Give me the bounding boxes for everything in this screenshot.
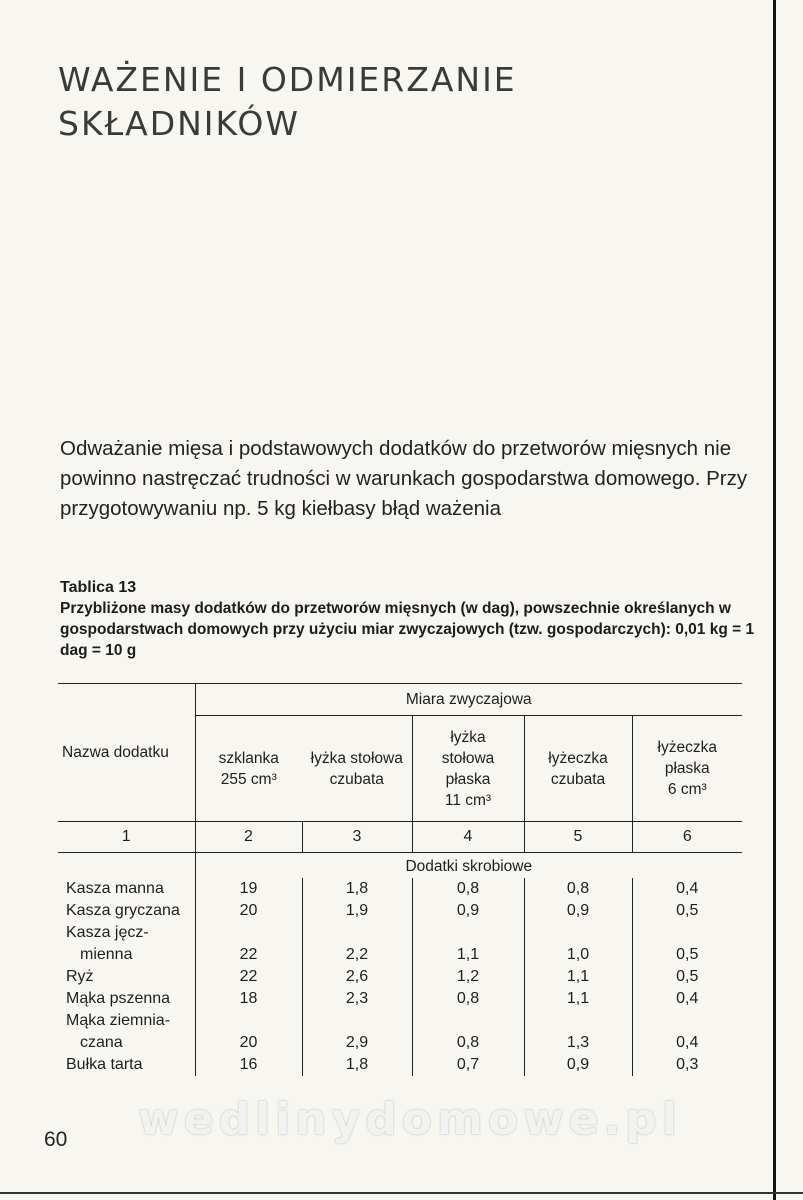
table-label: Tablica 13 <box>60 579 137 596</box>
table-row <box>58 900 742 922</box>
row-value: 0,4 <box>676 880 699 897</box>
row-value: 19 <box>195 878 302 900</box>
row-value <box>412 922 524 944</box>
row-value <box>302 922 412 944</box>
row-name: Kasza gryczana <box>58 900 195 922</box>
column-header-measure <box>412 716 524 822</box>
row-value: 2,2 <box>302 944 412 966</box>
header-line: czubata <box>329 770 384 788</box>
row-value <box>524 1010 632 1032</box>
row-value: 0,4 <box>676 1034 699 1051</box>
row-value <box>195 1010 302 1032</box>
row-value: 0,3 <box>676 1056 699 1073</box>
row-value: 2,9 <box>302 1032 412 1054</box>
chapter-title-line-1: WAŻENIE I ODMIERZANIE <box>58 60 517 99</box>
header-line: stołowa <box>441 749 495 767</box>
column-number: 5 <box>524 822 632 853</box>
intro-paragraph: Odważanie mięsa i podstawowych dodatków do przetworów mięsnych nie powinno nastręczać trudności w warunkach gospodarstwa domowego. Przy przygotowywaniu np. 5 kg kiełbasy błąd ważenia <box>60 437 748 520</box>
row-name: Mąka ziemnia- <box>58 1010 195 1032</box>
row-name: Ryż <box>58 966 195 988</box>
row-value: 0,5 <box>676 902 699 919</box>
section-row <box>58 853 742 879</box>
table-caption <box>60 578 760 661</box>
column-header-measure <box>302 716 412 822</box>
table-row <box>58 944 742 966</box>
row-value: 0,9 <box>412 900 524 922</box>
row-value: 22 <box>195 944 302 966</box>
column-number-row <box>58 822 742 853</box>
column-number: 4 <box>412 822 524 853</box>
header-line: łyżka <box>450 728 486 746</box>
row-value: 2,3 <box>302 988 412 1010</box>
page-edge-rule <box>773 0 776 1200</box>
header-line: 255 cm³ <box>220 770 277 788</box>
table-row <box>58 966 742 988</box>
row-value: 0,8 <box>412 878 524 900</box>
row-value <box>632 922 742 944</box>
page-number: 60 <box>44 1128 68 1151</box>
row-value: 0,4 <box>676 990 699 1007</box>
row-value: 18 <box>195 988 302 1010</box>
table-row <box>58 1032 742 1054</box>
row-value: 1,0 <box>524 944 632 966</box>
row-name: czana <box>58 1032 195 1054</box>
row-value: 0,7 <box>412 1054 524 1076</box>
row-value: 20 <box>195 1032 302 1054</box>
row-name: Kasza manna <box>58 878 195 900</box>
column-header-name: Nazwa dodatku <box>58 684 195 822</box>
row-value: 1,1 <box>412 944 524 966</box>
table-body <box>58 878 742 1076</box>
header-line: szklanka <box>218 749 279 767</box>
row-name: Mąka pszenna <box>58 988 195 1010</box>
table-row <box>58 878 742 900</box>
row-value <box>632 1010 742 1032</box>
header-line: czubata <box>550 770 606 788</box>
row-value <box>195 922 302 944</box>
row-value <box>412 1010 524 1032</box>
row-value: 0,8 <box>412 1032 524 1054</box>
table-caption-text: Przybliżone masy dodatków do przetworów mięsnych (w dag), powszechnie określanych w gospodarstwach domowych przy użyciu miar zwyczajowych (tzw. gospodarczych): 0,01 kg = 1 dag = 10 g <box>60 600 755 659</box>
row-value: 1,9 <box>302 900 412 922</box>
column-number: 6 <box>632 822 742 853</box>
row-value: 22 <box>195 966 302 988</box>
row-value: 1,1 <box>524 988 632 1010</box>
row-value: 1,2 <box>412 966 524 988</box>
row-value: 1,3 <box>524 1032 632 1054</box>
row-value: 0,8 <box>524 878 632 900</box>
section-heading: Dodatki skrobiowe <box>405 858 533 875</box>
column-number: 2 <box>195 822 302 853</box>
bottom-edge-rule <box>0 1192 803 1194</box>
header-line: 6 cm³ <box>667 781 707 798</box>
row-value: 0,8 <box>412 988 524 1010</box>
row-name: Kasza jęcz- <box>58 922 195 944</box>
row-value: 0,9 <box>524 900 632 922</box>
row-value: 1,8 <box>302 1054 412 1076</box>
column-header-measure <box>524 716 632 822</box>
header-line: łyżka stołowa <box>310 749 403 767</box>
row-value: 1,1 <box>524 966 632 988</box>
row-name: mienna <box>58 944 195 966</box>
table-row <box>58 988 742 1010</box>
row-value: 0,5 <box>676 968 699 985</box>
column-header-measure <box>632 716 742 822</box>
header-line: 11 cm³ <box>444 791 492 809</box>
header-line: płaska <box>664 760 710 777</box>
table-row <box>58 922 742 944</box>
header-line: łyżeczka <box>548 749 608 767</box>
row-value <box>524 922 632 944</box>
measures-table <box>58 683 742 1076</box>
row-value: 2,6 <box>302 966 412 988</box>
table-row <box>58 1054 742 1076</box>
section-row-spacer <box>58 853 195 879</box>
header-line: łyżeczka <box>657 739 717 756</box>
row-value: 0,5 <box>676 946 699 963</box>
column-number: 1 <box>58 822 195 853</box>
row-value: 20 <box>195 900 302 922</box>
row-value: 0,9 <box>524 1054 632 1076</box>
watermark: wedlinydomowe.pl <box>138 1094 682 1145</box>
column-header-measure <box>195 716 302 822</box>
column-group-header: Miara zwyczajowa <box>195 684 742 716</box>
measures-table-wrapper <box>58 683 742 1076</box>
row-value: 1,8 <box>302 878 412 900</box>
chapter-title-line-2: SKŁADNIKÓW <box>58 104 300 143</box>
row-value <box>302 1010 412 1032</box>
header-line: płaska <box>445 770 491 788</box>
row-name: Bułka tarta <box>58 1054 195 1076</box>
table-row <box>58 1010 742 1032</box>
column-number: 3 <box>302 822 412 853</box>
row-value: 16 <box>195 1054 302 1076</box>
chapter-title <box>58 58 517 146</box>
